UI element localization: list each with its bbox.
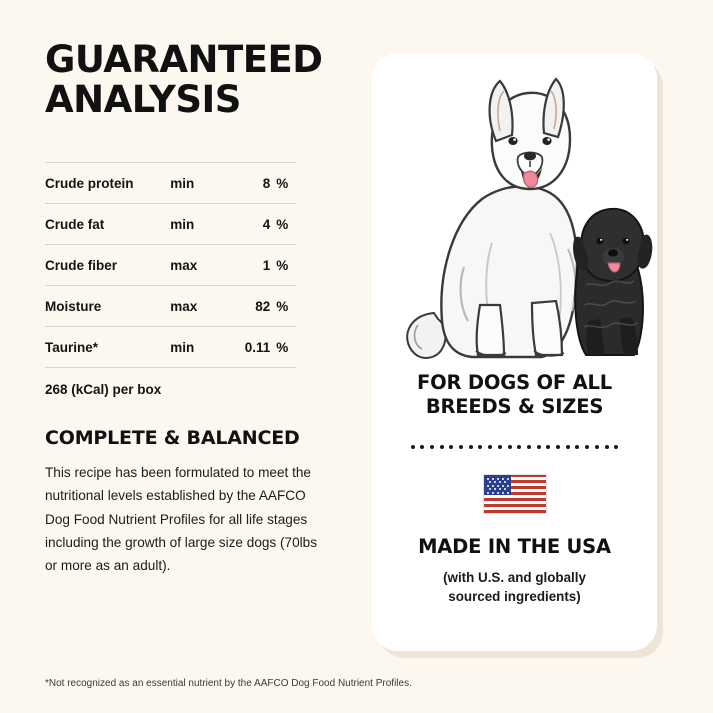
usa-flag-icon (484, 475, 546, 513)
breeds-heading (372, 371, 657, 419)
nutrient-unit: % (276, 175, 289, 191)
nutrient-value: 4 (262, 216, 271, 232)
nutrient-name: Crude fiber (45, 257, 118, 273)
complete-balanced-body: This recipe has been formulated to meet the nutritional levels established by the AAFCO Dog Food Nutrient Profiles for all life stages including the growth of large size dogs (70lbs or more as an adult). (45, 464, 318, 574)
nutrient-name: Moisture (45, 298, 102, 314)
calorie-content: 268 (kCal) per box (45, 381, 162, 397)
complete-balanced-heading: COMPLETE & BALANCED (45, 426, 300, 449)
made-in-usa-heading: MADE IN THE USA (418, 534, 611, 558)
card-text-block (372, 371, 657, 606)
nutrient-value: 82 (255, 298, 271, 314)
page-title-line-2: ANALYSIS (45, 77, 241, 121)
sourced-ingredients-note (372, 568, 657, 606)
table-row (45, 285, 296, 326)
sourced-line-2: sourced ingredients) (448, 588, 581, 604)
nutrient-unit: % (276, 339, 289, 355)
dotted-divider (411, 445, 619, 450)
nutrient-name: Taurine* (45, 339, 99, 355)
guaranteed-analysis-section (45, 40, 345, 578)
table-row (45, 244, 296, 285)
nutrient-qualifier: min (170, 175, 195, 191)
nutrient-unit: % (276, 257, 289, 273)
table-row (45, 326, 296, 367)
nutrient-qualifier: min (170, 216, 195, 232)
nutrient-unit: % (276, 298, 289, 314)
breeds-line-1: FOR DOGS OF ALL (417, 371, 612, 394)
nutrient-value: 0.11 (244, 339, 271, 355)
nutrient-qualifier: min (170, 339, 195, 355)
breeds-line-2: BREEDS & SIZES (425, 394, 604, 418)
nutrient-name: Crude protein (45, 175, 134, 191)
table-row (45, 203, 296, 244)
nutrient-qualifier: max (170, 257, 198, 273)
nutrient-qualifier: max (170, 298, 198, 314)
page-title-line-1: GUARANTEED (45, 38, 323, 81)
footnote: *Not recognized as an essential nutrient by the AAFCO Dog Food Nutrient Profiles. (45, 678, 412, 689)
nutrient-value: 8 (262, 175, 271, 191)
sourced-line-1: (with U.S. and globally (443, 569, 586, 585)
dogs-illustration (372, 53, 657, 373)
page-title (45, 40, 345, 120)
nutrient-unit: % (276, 216, 289, 232)
nutrient-value: 1 (262, 257, 271, 273)
nutrient-name: Crude fat (45, 216, 105, 232)
guaranteed-analysis-table (45, 162, 296, 368)
table-row (45, 162, 296, 203)
dog-info-card (372, 53, 657, 651)
